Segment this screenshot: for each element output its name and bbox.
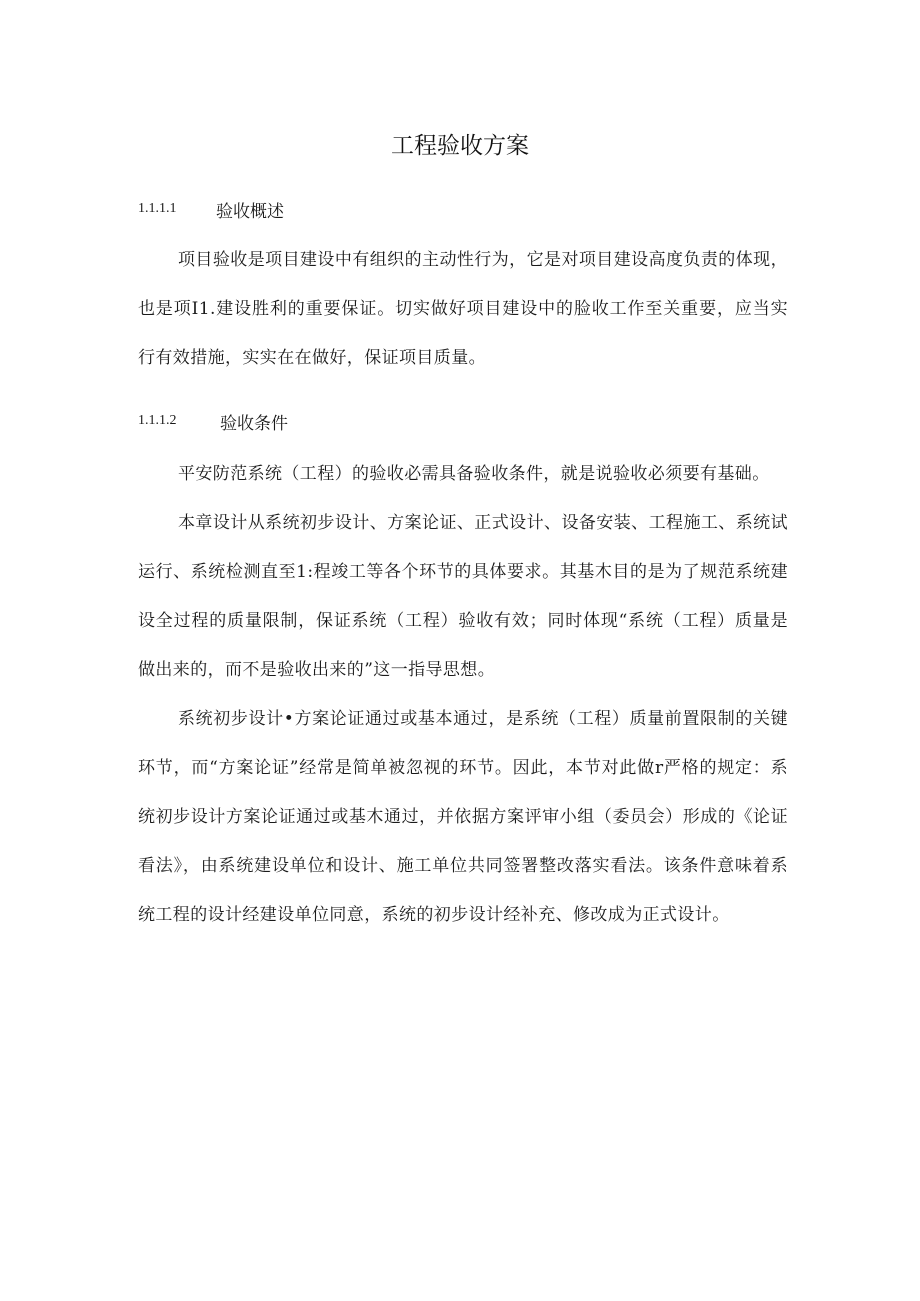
section-heading-overview xyxy=(138,197,284,221)
section-title: 验收条件 xyxy=(220,413,288,434)
paragraph: 本章设计从系统初步设计、方案论证、正式设计、设备安装、工程施工、系统试运行、系统检测直至1:程竣工等各个环节的具体要求。其基木目的是为了规范系统建设全过程的质量限制，保证系统（工程）验收有效；同时体现“系统（工程）质量是做出来的，而不是验收出来的”这一指导思想。 xyxy=(138,513,788,680)
section-heading-conditions xyxy=(138,409,288,433)
section-number: 1.1.1.2 xyxy=(138,413,177,428)
paragraph: 项目验收是项目建设中有组织的主动性行为，它是对项目建设高度负责的体现，也是项I1.建设胜利的重要保证。切实做好项目建设中的脸收工作至关重要，应当实行有效措施，实实在在做好，保证项目质量。 xyxy=(138,250,788,368)
section-title: 验收概述 xyxy=(216,201,284,222)
paragraph: 平安防范系统（工程）的验收必需具备验收条件，就是说验收必须要有基础。 xyxy=(178,464,770,484)
paragraph: 系统初步设计•方案论证通过或基本通过，是系统（工程）质量前置限制的关键环节，而“方案论证”经常是简单被忽视的环节。因此，本节对此做r严格的规定：系统初步设计方案论证通过或基木通过，并依据方案评审小组（委员会）形成的《论证看法》，由系统建设单位和设计、施工单位共同签署整改落实看法。该条件意味着系统工程的设计经建设单位同意，系统的初步设计经补充、修改成为正式设计。 xyxy=(138,709,788,925)
document-title: 工程验收方案 xyxy=(391,133,529,159)
section-number: 1.1.1.1 xyxy=(138,201,177,216)
